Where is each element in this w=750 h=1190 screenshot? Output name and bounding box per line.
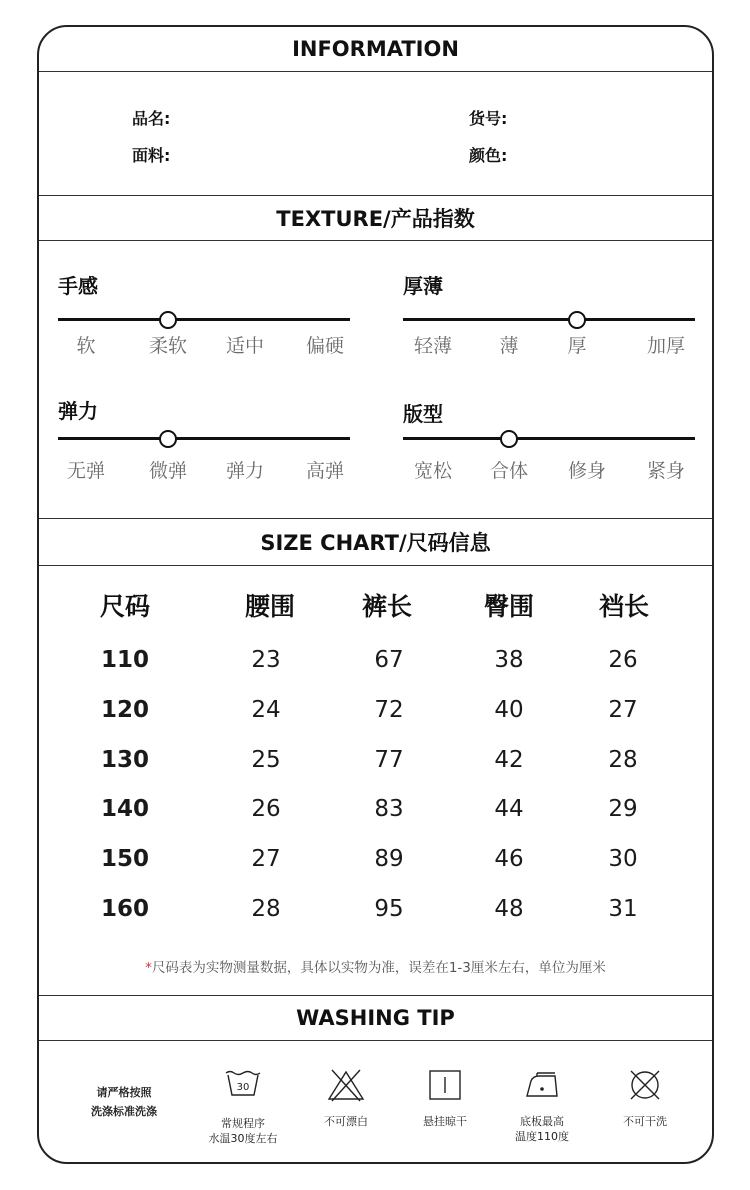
wash-label: 温度110度	[515, 1130, 569, 1143]
table-cell: 40	[494, 697, 524, 723]
table-cell: 38	[494, 647, 524, 673]
fit-option: 合体	[489, 460, 528, 482]
divider	[39, 71, 712, 72]
information-header: INFORMATION	[292, 37, 459, 61]
no-bleach-icon	[326, 1068, 366, 1102]
col-header-waist: 腰围	[244, 592, 295, 621]
product-name-label: 品名:	[132, 109, 171, 128]
table-cell: 67	[374, 647, 404, 673]
fit-option: 修身	[567, 460, 606, 482]
hand-feel-title: 手感	[58, 274, 98, 298]
thickness-indicator	[568, 311, 586, 329]
table-cell: 28	[251, 896, 281, 922]
hand-feel-option: 适中	[225, 335, 264, 357]
fit-option: 宽松	[413, 460, 452, 482]
elasticity-scale-line	[58, 437, 350, 440]
table-cell: 42	[494, 747, 524, 773]
wash-label: 常规程序	[221, 1117, 265, 1130]
table-cell: 89	[374, 846, 404, 872]
table-cell: 48	[494, 896, 524, 922]
elasticity-option: 微弹	[148, 460, 187, 482]
table-cell: 83	[374, 796, 404, 822]
wash-item	[298, 1068, 394, 1129]
table-cell-size: 160	[100, 896, 149, 922]
wash-label: 不可漂白	[324, 1115, 368, 1128]
thickness-scale-line	[403, 318, 695, 321]
hand-feel-option: 柔软	[148, 335, 187, 357]
table-cell: 95	[374, 896, 404, 922]
product-info-card	[37, 25, 714, 1164]
iron-icon	[522, 1068, 562, 1102]
washing-intro	[69, 1083, 179, 1121]
item-number-label: 货号:	[469, 109, 508, 128]
thickness-title: 厚薄	[403, 274, 443, 298]
thickness-option: 薄	[499, 335, 519, 357]
size-note	[39, 956, 712, 976]
table-cell: 27	[608, 697, 638, 723]
table-cell: 26	[251, 796, 281, 822]
table-cell: 29	[608, 796, 638, 822]
wash-label: 底板最高	[520, 1115, 564, 1128]
divider	[39, 518, 712, 519]
hand-feel-option: 软	[76, 335, 96, 357]
fit-option: 紧身	[646, 460, 685, 482]
table-cell: 46	[494, 846, 524, 872]
fit-title: 版型	[403, 402, 443, 426]
note-asterisk: *	[145, 960, 152, 976]
table-cell: 25	[251, 747, 281, 773]
elasticity-option: 弹力	[225, 460, 264, 482]
wash-label: 悬挂晾干	[423, 1115, 467, 1128]
wash-item	[397, 1068, 493, 1129]
hang-dry-icon	[427, 1068, 463, 1102]
table-cell: 24	[251, 697, 281, 723]
col-header-size: 尺码	[99, 592, 150, 621]
elasticity-option: 无弹	[66, 460, 105, 482]
thickness-option: 厚	[567, 335, 587, 357]
elasticity-option: 高弹	[305, 460, 344, 482]
fabric-label: 面料:	[132, 146, 171, 165]
washing-intro-line: 请严格按照	[96, 1086, 152, 1099]
table-cell: 30	[608, 846, 638, 872]
table-cell-size: 110	[100, 647, 149, 673]
col-header-crotch: 裆长	[598, 592, 649, 621]
note-text: 尺码表为实物测量数据，具体以实物为准，误差在1-3厘米左右，单位为厘米	[151, 960, 606, 976]
wash-label: 不可干洗	[623, 1115, 667, 1128]
wash-30-icon	[223, 1068, 263, 1098]
hand-feel-scale-line	[58, 318, 350, 321]
table-cell: 77	[374, 747, 404, 773]
divider	[39, 565, 712, 566]
wash-item	[494, 1068, 590, 1144]
table-cell: 44	[494, 796, 524, 822]
texture-header: TEXTURE/产品指数	[276, 207, 475, 231]
washing-tip-header: WASHING TIP	[296, 1006, 455, 1030]
wash-item	[195, 1068, 291, 1146]
table-cell: 72	[374, 697, 404, 723]
fit-indicator	[500, 430, 518, 448]
elasticity-indicator	[159, 430, 177, 448]
table-cell: 26	[608, 647, 638, 673]
col-header-length: 裤长	[361, 592, 412, 621]
col-header-hip: 臀围	[483, 592, 534, 621]
table-cell-size: 150	[100, 846, 149, 872]
divider	[39, 1040, 712, 1041]
wash-item	[597, 1068, 693, 1129]
table-cell: 27	[251, 846, 281, 872]
washing-intro-line: 洗涤标准洗涤	[91, 1105, 157, 1118]
hand-feel-option: 偏硬	[305, 335, 344, 357]
color-label: 颜色:	[469, 146, 508, 165]
hand-feel-indicator	[159, 311, 177, 329]
thickness-option: 轻薄	[413, 335, 452, 357]
elasticity-title: 弹力	[58, 399, 98, 423]
no-dry-clean-icon	[625, 1068, 665, 1102]
table-cell-size: 120	[100, 697, 149, 723]
table-cell: 31	[608, 896, 638, 922]
fit-scale-line	[403, 437, 695, 440]
table-cell-size: 130	[100, 747, 149, 773]
size-chart-header: SIZE CHART/尺码信息	[260, 531, 491, 555]
table-cell: 23	[251, 647, 281, 673]
wash-tub-number: 30	[236, 1082, 250, 1093]
table-cell-size: 140	[100, 796, 149, 822]
thickness-option: 加厚	[646, 335, 685, 357]
divider	[39, 240, 712, 241]
wash-label: 水温30度左右	[208, 1132, 278, 1145]
table-cell: 28	[608, 747, 638, 773]
